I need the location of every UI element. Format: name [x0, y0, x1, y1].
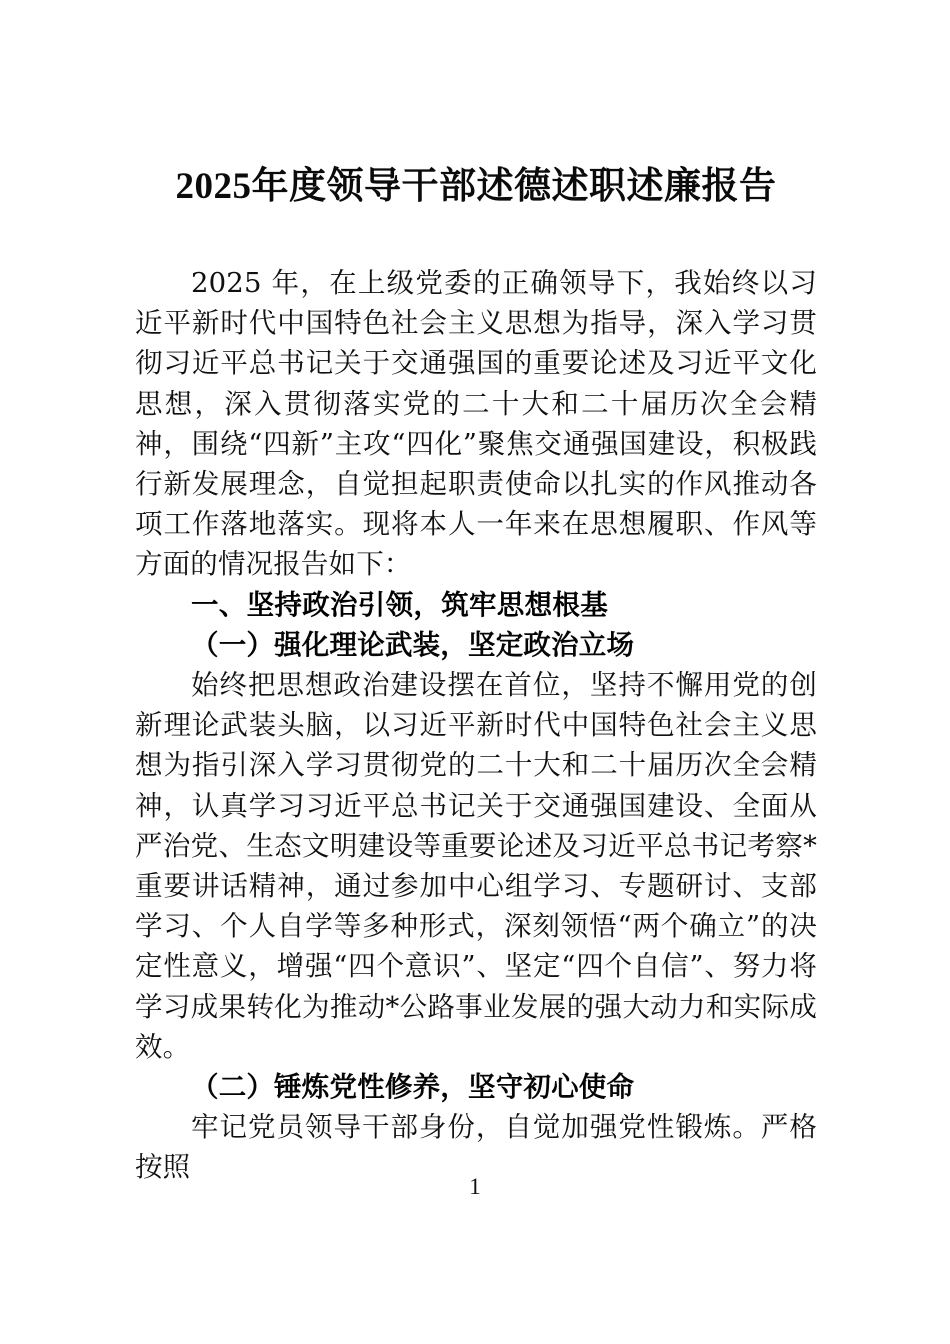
- opening-paragraph: 2025 年，在上级党委的正确领导下，我始终以习近平新时代中国特色社会主义思想为指导，深入学习贯彻习近平总书记关于交通强国的重要论述及习近平文化思想，深入贯彻落实党的二十大和二十届历次全会精神，围绕“四新”主攻“四化”聚焦交通强国建设，积极践行新发展理念，自觉担起职责使命以扎实的作风推动各项工作落地落实。现将本人一年来在思想履职、作风等方面的情况报告如下：: [135, 267, 817, 581]
- page-number: 1: [469, 1174, 481, 1199]
- section-heading-1: 一、坚持政治引领，筑牢思想根基: [191, 588, 608, 620]
- subsection-heading-1-2: （二）锤炼党性修养，坚守初心使命: [191, 1071, 635, 1104]
- subsection-1-1-body: 始终把思想政治建设摆在首位，坚持不懈用党的创新理论武装头脑，以习近平新时代中国特色社会主义思想为指引深入学习贯彻党的二十大和二十届历次全会精神，认真学习习近平总书记关于交通强国建设、全面从严治党、生态文明建设等重要论述及习近平总书记考察*重要讲话精神，通过参加中心组学习、专题研讨、支部学习、个人自学等多种形式，深刻领悟“两个确立”的决定性意义，增强“四个意识”、坚定“四个自信”、努力将学习成果转化为推动*公路事业发展的强大动力和实际成效。: [135, 669, 817, 1063]
- subsection-heading-1-1: （一）强化理论武装，坚定政治立场: [191, 628, 635, 661]
- document-text-flow: [135, 263, 817, 1188]
- subsection-1-2-body: 牢记党员领导干部身份，自觉加强党性锻炼。严格按照: [135, 1111, 817, 1184]
- page-title: 2025年度领导干部述德述职述廉报告: [175, 166, 777, 207]
